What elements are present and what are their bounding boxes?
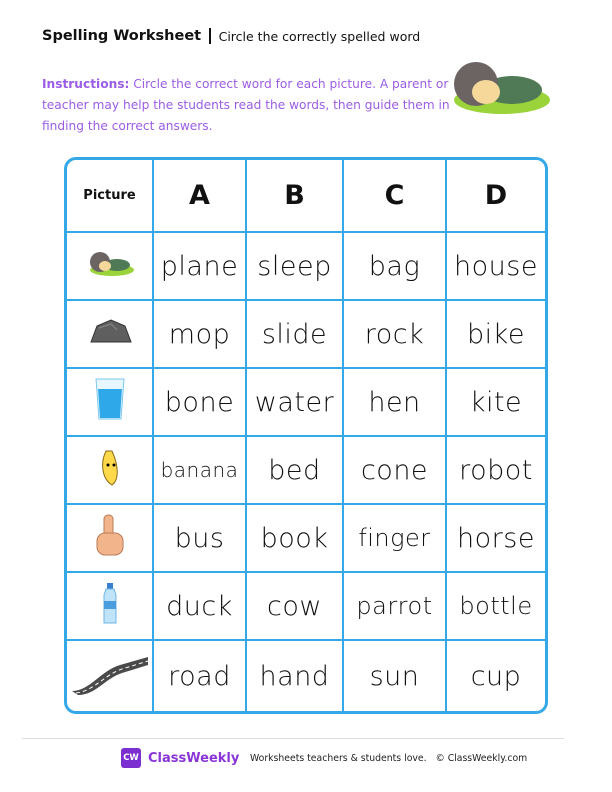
table-row [67, 641, 545, 711]
word-option-b[interactable]: sleep [247, 233, 344, 301]
word-option-a[interactable]: banana [154, 437, 247, 505]
word-option-c[interactable]: finger [344, 505, 447, 573]
word-option-c[interactable]: parrot [344, 573, 447, 641]
banana-icon [67, 437, 154, 505]
sleeping-boy-icon [67, 233, 154, 301]
word-option-d[interactable]: kite [447, 369, 545, 437]
header [42, 28, 420, 44]
footer-tagline [250, 753, 527, 764]
footer-divider [22, 738, 564, 739]
column-header-picture: Picture [67, 160, 154, 233]
divider [209, 28, 211, 44]
word-option-b[interactable]: bed [247, 437, 344, 505]
word-option-d[interactable]: bike [447, 301, 545, 369]
table-row [67, 505, 545, 573]
word-option-c[interactable]: sun [344, 641, 447, 711]
finger-icon [67, 505, 154, 573]
word-option-c[interactable]: rock [344, 301, 447, 369]
spelling-table [64, 157, 548, 714]
word-option-a[interactable]: duck [154, 573, 247, 641]
word-option-b[interactable]: cow [247, 573, 344, 641]
glass-of-water-icon [67, 369, 154, 437]
tagline: Worksheets teachers & students love. [250, 753, 427, 764]
instructions-label: Instructions: [42, 77, 130, 91]
sleeping-boy-illustration [440, 52, 552, 118]
word-option-d[interactable]: robot [447, 437, 545, 505]
word-option-d[interactable]: horse [447, 505, 545, 573]
column-header-a: A [154, 160, 247, 233]
instructions [42, 74, 452, 137]
table-row [67, 437, 545, 505]
table-row [67, 369, 545, 437]
rock-icon [67, 301, 154, 369]
word-option-c[interactable]: bag [344, 233, 447, 301]
column-header-d: D [447, 160, 545, 233]
word-option-b[interactable]: water [247, 369, 344, 437]
word-option-a[interactable]: bus [154, 505, 247, 573]
word-option-b[interactable]: hand [247, 641, 344, 711]
classweekly-logo[interactable] [121, 748, 239, 768]
column-header-c: C [344, 160, 447, 233]
word-option-d[interactable]: cup [470, 660, 522, 692]
word-option-a[interactable]: road [154, 641, 247, 711]
word-option-b[interactable]: book [247, 505, 344, 573]
page-title: Spelling Worksheet [42, 28, 202, 44]
road-icon [67, 641, 154, 711]
word-option-b[interactable]: slide [247, 301, 344, 369]
word-option-d[interactable]: bottle [447, 573, 545, 641]
copyright: © ClassWeekly.com [435, 753, 528, 764]
word-option-c[interactable]: hen [344, 369, 447, 437]
word-option-a[interactable]: mop [154, 301, 247, 369]
page-subtitle: Circle the correctly spelled word [218, 28, 421, 44]
word-option-c[interactable]: cone [344, 437, 447, 505]
word-option-a[interactable]: bone [154, 369, 247, 437]
word-option-d[interactable]: house [447, 233, 545, 301]
bottle-icon [67, 573, 154, 641]
table-row [67, 233, 545, 301]
logo-mark: CW [121, 748, 141, 768]
instructions-text: Circle the correct word for each picture. A parent or teacher may help the students read the words, then guide them in finding the correct answers. [42, 77, 450, 133]
table-row [67, 573, 545, 641]
table-row [67, 301, 545, 369]
brand-name: ClassWeekly [148, 750, 240, 766]
word-option-a[interactable]: plane [154, 233, 247, 301]
column-header-b: B [247, 160, 344, 233]
table-header-row [67, 160, 545, 233]
